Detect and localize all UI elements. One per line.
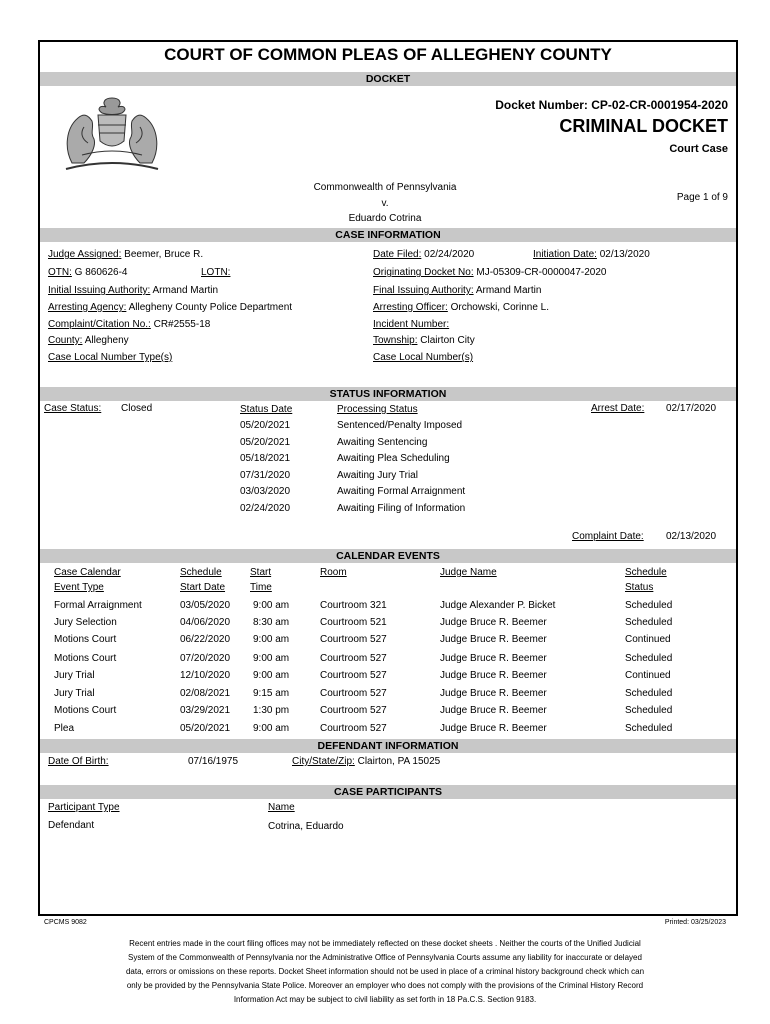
cal-header-date2: Start Date — [180, 582, 226, 593]
disclaimer-line: System of the Commonwealth of Pennsylvania nor the Administrative Office of Pennsylvania Courts assume any liability for inaccurate or delayed — [128, 953, 642, 962]
calendar-judge-name: Judge Bruce R. Beemer — [440, 653, 547, 664]
processing-status-header: Processing Status — [337, 404, 418, 415]
docket-type: CRIMINAL DOCKET — [559, 116, 728, 136]
date-filed-field: Date Filed: 02/24/2020 — [373, 249, 475, 260]
calendar-room: Courtroom 527 — [320, 688, 387, 699]
case-info-bar: CASE INFORMATION — [40, 228, 736, 242]
participant-name-header: Name — [268, 802, 295, 813]
cal-header-type2: Event Type — [54, 582, 104, 593]
calendar-event-type: Motions Court — [54, 634, 117, 645]
status-date: 07/31/2020 — [240, 469, 291, 481]
calendar-event-type: Jury Selection — [54, 617, 117, 628]
docket-bar: DOCKET — [40, 72, 736, 86]
calendar-start-time: 9:00 am — [253, 634, 290, 645]
lotn-label: LOTN: — [201, 267, 231, 278]
calendar-schedule-status: Scheduled — [625, 688, 673, 699]
processing-status: Awaiting Formal Arraignment — [337, 486, 466, 497]
caption-line1: Commonwealth of Pennsylvania — [313, 182, 457, 193]
status-date: 05/20/2021 — [240, 420, 291, 431]
court-title: COURT OF COMMON PLEAS OF ALLEGHENY COUNTY — [164, 45, 612, 64]
complaint-number-field: Complaint/Citation No.: CR#2555-18 — [48, 319, 211, 330]
participant-name: Cotrina, Eduardo — [268, 821, 344, 832]
processing-status: Sentenced/Penalty Imposed — [337, 420, 463, 431]
complaint-date-label: Complaint Date: — [572, 531, 644, 542]
status-date: 05/18/2021 — [240, 453, 291, 464]
participants-bar: CASE PARTICIPANTS — [40, 785, 736, 799]
calendar-event-type: Jury Trial — [54, 670, 95, 681]
cal-header-room: Room — [320, 567, 347, 578]
originating-docket-field: Originating Docket No: MJ-05309-CR-0000047-2020 — [373, 267, 607, 278]
local-number-label: Case Local Number(s) — [373, 352, 474, 363]
calendar-start-date: 12/10/2020 — [180, 670, 231, 681]
printed-date: Printed: 03/25/2023 — [664, 919, 726, 926]
calendar-room: Courtroom 527 — [320, 653, 387, 664]
status-date: 02/24/2020 — [240, 502, 291, 514]
status-date: 03/03/2020 — [240, 486, 291, 497]
status-date: 05/20/2021 — [240, 436, 291, 448]
calendar-start-date: 05/20/2021 — [180, 723, 231, 734]
page-indicator: Page 1 of 9 — [676, 192, 728, 203]
calendar-judge-name: Judge Bruce R. Beemer — [440, 688, 547, 699]
case-kind: Court Case — [669, 143, 728, 155]
arresting-agency-field: Arresting Agency: Allegheny County Police Department — [48, 302, 293, 313]
calendar-room: Courtroom 527 — [320, 670, 387, 681]
form-id: CPCMS 9082 — [44, 919, 87, 926]
calendar-judge-name: Judge Bruce R. Beemer — [440, 723, 547, 734]
calendar-start-date: 06/22/2020 — [180, 634, 231, 645]
calendar-schedule-status: Scheduled — [625, 653, 673, 664]
caption-line2: v. — [381, 198, 389, 209]
disclaimer-line: Information Act may be subject to civil liability as set forth in 18 Pa.C.S. Section 9183. — [233, 995, 537, 1004]
dob-label: Date Of Birth: — [48, 756, 109, 767]
calendar-start-time: 1:30 pm — [253, 705, 290, 716]
township-field: Township: Clairton City — [373, 335, 475, 346]
calendar-start-time: 9:00 am — [253, 723, 290, 734]
calendar-judge-name: Judge Bruce R. Beemer — [440, 705, 547, 716]
cal-header-time1: Start — [250, 567, 272, 578]
calendar-start-date: 02/08/2021 — [180, 688, 231, 699]
calendar-start-date: 07/20/2020 — [180, 653, 231, 664]
calendar-judge-name: Judge Bruce R. Beemer — [440, 617, 547, 628]
calendar-event-type: Motions Court — [54, 705, 117, 716]
processing-status: Awaiting Plea Scheduling — [337, 453, 450, 464]
calendar-schedule-status: Scheduled — [625, 723, 673, 734]
arrest-date-value: 02/17/2020 — [666, 403, 717, 414]
processing-status: Awaiting Jury Trial — [337, 469, 418, 481]
pennsylvania-seal-icon — [52, 93, 172, 175]
calendar-event-type: Jury Trial — [54, 688, 95, 699]
calendar-room: Courtroom 527 — [320, 705, 387, 716]
calendar-schedule-status: Scheduled — [625, 705, 673, 716]
city-state-zip-field: City/State/Zip: Clairton, PA 15025 — [292, 756, 441, 767]
calendar-event-type: Motions Court — [54, 653, 117, 664]
calendar-start-date: 03/05/2020 — [180, 600, 231, 611]
disclaimer — [80, 937, 690, 1007]
docket-number: Docket Number: CP-02-CR-0001954-2020 — [495, 98, 728, 112]
cal-header-time2: Time — [250, 582, 272, 593]
calendar-schedule-status: Scheduled — [625, 600, 673, 611]
processing-status: Awaiting Filing of Information — [337, 502, 466, 514]
judge-field: Judge Assigned: Beemer, Bruce R. — [48, 249, 204, 260]
cal-header-type1: Case Calendar — [54, 567, 121, 578]
disclaimer-line: only be provided by the Pennsylvania State Police. Moreover an employer who does not comply with the provisions of the Criminal History Record — [126, 981, 644, 990]
participant-type-header: Participant Type — [48, 802, 120, 813]
calendar-judge-name: Judge Alexander P. Bicket — [440, 600, 556, 611]
case-status-field: Case Status: — [44, 403, 102, 414]
calendar-bar: CALENDAR EVENTS — [40, 549, 736, 563]
caption-line3: Eduardo Cotrina — [348, 213, 422, 224]
calendar-judge-name: Judge Bruce R. Beemer — [440, 670, 547, 681]
cal-header-judge: Judge Name — [440, 567, 497, 578]
dob-value: 07/16/1975 — [188, 756, 239, 767]
defendant-bar: DEFENDANT INFORMATION — [40, 739, 736, 753]
calendar-start-time: 9:15 am — [253, 688, 290, 699]
disclaimer-line: Recent entries made in the court filing offices may not be immediately reflected on these docket sheets . Neither the courts of the Unified Judicial — [129, 939, 641, 948]
calendar-schedule-status: Continued — [625, 670, 671, 681]
calendar-judge-name: Judge Bruce R. Beemer — [440, 634, 547, 645]
initial-authority-field: Initial Issuing Authority: Armand Martin — [48, 285, 219, 296]
case-status-value: Closed — [121, 403, 153, 414]
incident-number-label: Incident Number: — [373, 319, 450, 330]
calendar-start-time: 9:00 am — [253, 600, 290, 611]
calendar-schedule-status: Continued — [625, 634, 671, 645]
calendar-room: Courtroom 521 — [320, 617, 387, 628]
processing-status: Awaiting Sentencing — [337, 436, 428, 448]
status-info-bar: STATUS INFORMATION — [40, 387, 736, 401]
calendar-start-time: 8:30 am — [253, 617, 290, 628]
otn-field: OTN: G 860626-4 — [48, 267, 128, 278]
participant-type: Defendant — [48, 820, 95, 831]
calendar-room: Courtroom 527 — [320, 634, 387, 645]
cal-header-date1: Schedule — [180, 567, 222, 578]
calendar-start-time: 9:00 am — [253, 670, 290, 681]
calendar-start-date: 03/29/2021 — [180, 705, 231, 716]
arrest-date-label: Arrest Date: — [591, 403, 645, 414]
calendar-room: Courtroom 527 — [320, 723, 387, 734]
final-authority-field: Final Issuing Authority: Armand Martin — [373, 285, 542, 296]
calendar-start-time: 9:00 am — [253, 653, 290, 664]
calendar-event-type: Plea — [54, 723, 75, 734]
arresting-officer-field: Arresting Officer: Orchowski, Corinne L. — [373, 302, 549, 313]
calendar-room: Courtroom 321 — [320, 600, 387, 611]
county-field: County: Allegheny — [48, 335, 129, 346]
calendar-event-type: Formal Arraignment — [54, 600, 142, 611]
calendar-schedule-status: Scheduled — [625, 617, 673, 628]
initiation-date-field: Initiation Date: 02/13/2020 — [533, 249, 650, 260]
cal-header-status1: Schedule — [625, 567, 667, 578]
status-date-header: Status Date — [240, 404, 293, 415]
cal-header-status2: Status — [625, 582, 654, 593]
disclaimer-line: data, errors or omissions on these reports. Docket Sheet information should not be used in place of a criminal history background check which can — [125, 967, 645, 976]
complaint-date-value: 02/13/2020 — [666, 531, 717, 542]
local-number-type-label: Case Local Number Type(s) — [48, 352, 173, 363]
calendar-start-date: 04/06/2020 — [180, 617, 231, 628]
